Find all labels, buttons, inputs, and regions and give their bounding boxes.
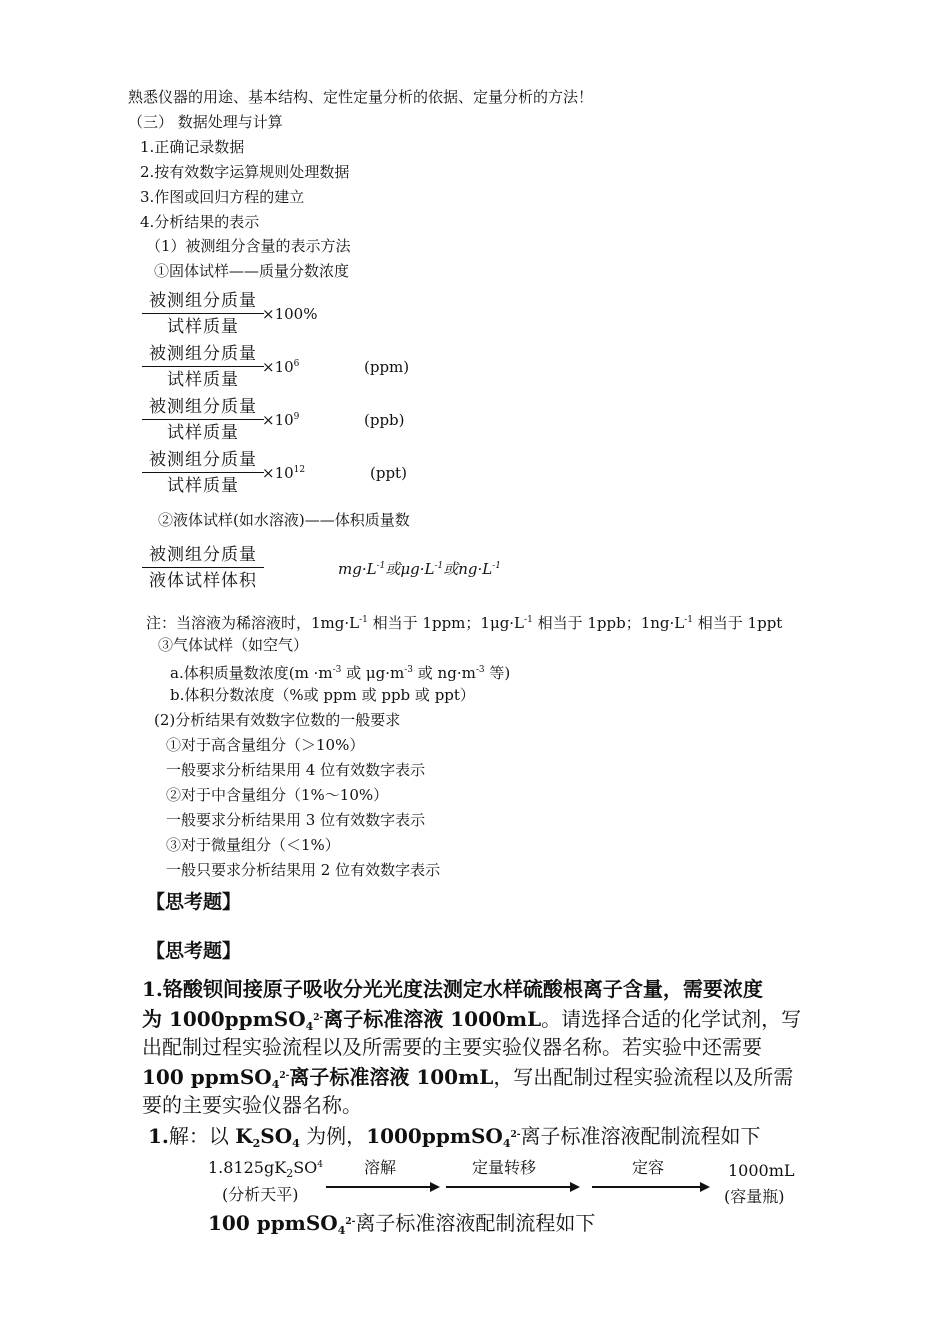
subsection-title: (2)分析结果有效数字位数的一般要求 xyxy=(154,711,401,729)
question-line: 100 ppmSO$_4^{2-}$离子标准溶液 100mL，写出配制过程实验流程以及所需 xyxy=(142,1065,794,1091)
answer-line: 1.解：以 $K_2SO_4$ 为例，1000ppmSO$_4^{2-}$离子标准溶液配制流程如下 xyxy=(148,1124,761,1150)
flow-arrow xyxy=(592,1186,708,1188)
fraction-ppm xyxy=(142,343,264,391)
question-line: 为 1000ppmSO$_4^{2-}$离子标准溶液 1000mL。请选择合适的化学试剂，写 xyxy=(142,1007,802,1033)
flow-end-volume: 1000mL xyxy=(728,1161,795,1180)
gas-item-b: b.体积分数浓度（%或 ppm 或 ppb 或 ppt） xyxy=(170,686,475,704)
note-line: 注：当溶液为稀溶液时，$1mg\cdot L^{-1}$ 相当于 1ppm；$1\mu g\cdot L^{-1}$ 相当于 1ppb；$1ng\cdot L^{-1}$ 相当于 1ppt xyxy=(146,614,783,632)
fraction-bar xyxy=(142,313,264,314)
flow-step-label: 溶解 xyxy=(364,1158,397,1177)
flow-step-label: 定容 xyxy=(632,1158,665,1177)
requirement-line: ②对于中含量组分（1%～10%） xyxy=(166,786,389,804)
fraction-denominator: 试样质量 xyxy=(167,476,239,496)
flow-step-label: 定量转移 xyxy=(472,1158,537,1177)
list-item: 3.作图或回归方程的建立 xyxy=(140,188,305,206)
requirement-line: 一般要求分析结果用 3 位有效数字表示 xyxy=(166,811,426,829)
fraction-bar xyxy=(142,472,264,473)
fraction-ppb xyxy=(142,396,264,444)
solid-sample-heading: ①固体试样——质量分数浓度 xyxy=(154,262,350,280)
gas-sample-heading: ③气体试样（如空气） xyxy=(158,636,309,654)
flow-arrow xyxy=(446,1186,578,1188)
question-line: 1.铬酸钡间接原子吸收分光光度法测定水样硫酸根离子含量，需要浓度 xyxy=(142,977,763,1001)
subsection-title: （1）被测组分含量的表示方法 xyxy=(146,237,351,255)
flow-end-note: (容量瓶) xyxy=(724,1187,785,1206)
fraction-numerator: 被测组分质量 xyxy=(149,397,257,417)
multiplier: $\times 10^6$ xyxy=(262,358,300,376)
unit-label: (ppt) xyxy=(370,464,407,482)
multiplier: $\times 10^{12}$ xyxy=(262,464,306,482)
fraction-numerator: 被测组分质量 xyxy=(149,545,257,565)
liquid-sample-heading: ②液体试样(如水溶液)——体积质量数 xyxy=(158,511,410,529)
flow-start-note: (分析天平) xyxy=(222,1185,299,1204)
fraction-liquid xyxy=(142,544,264,592)
fraction-numerator: 被测组分质量 xyxy=(149,344,257,364)
list-item: 1.正确记录数据 xyxy=(140,138,245,156)
multiplier: $\times 10^9$ xyxy=(262,411,300,429)
fraction-denominator: 试样质量 xyxy=(167,317,239,337)
fraction-denominator: 试样质量 xyxy=(167,370,239,390)
requirement-line: 一般要求分析结果用 4 位有效数字表示 xyxy=(166,761,426,779)
requirement-line: ①对于高含量组分（＞10%） xyxy=(166,736,365,754)
list-item: 2.按有效数字运算规则处理数据 xyxy=(140,163,350,181)
fraction-mass-percent xyxy=(142,290,264,338)
unit-label: (ppm) xyxy=(364,358,410,376)
fraction-numerator: 被测组分质量 xyxy=(149,291,257,311)
answer-line: 100 ppmSO$_4^{2-}$离子标准溶液配制流程如下 xyxy=(208,1211,596,1237)
fraction-ppt xyxy=(142,449,264,497)
liquid-units: $mg\cdot L^{-1}$或$\mu g\cdot L^{-1}$或$ng\cdot L^{-1}$ xyxy=(338,560,501,578)
requirement-line: ③对于微量组分（＜1%） xyxy=(166,836,340,854)
flow-arrow xyxy=(326,1186,438,1188)
fraction-bar xyxy=(142,567,264,568)
question-line: 出配制过程实验流程以及所需要的主要实验仪器名称。若实验中还需要 xyxy=(142,1035,762,1059)
think-heading: 【思考题】 xyxy=(146,891,242,913)
fraction-bar xyxy=(142,419,264,420)
think-heading: 【思考题】 xyxy=(146,940,242,962)
fraction-denominator: 液体试样体积 xyxy=(149,571,257,591)
list-item: 4.分析结果的表示 xyxy=(140,213,260,231)
fraction-numerator: 被测组分质量 xyxy=(149,450,257,470)
requirement-line: 一般只要求分析结果用 2 位有效数字表示 xyxy=(166,861,441,879)
fraction-bar xyxy=(142,366,264,367)
unit-label: (ppb) xyxy=(364,411,405,429)
section-title: （三） 数据处理与计算 xyxy=(128,113,283,131)
multiplier: ×100% xyxy=(262,305,318,323)
intro-line: 熟悉仪器的用途、基本结构、定性定量分析的依据、定量分析的方法！ xyxy=(128,88,594,106)
gas-item-a: a.体积质量数浓度($m \cdot m^{-3}$ 或 $\mu g\cdot m^{-3}$ 或 $ng\cdot m^{-3}$ 等) xyxy=(170,664,511,682)
fraction-denominator: 试样质量 xyxy=(167,423,239,443)
flow-start-mass: $1.8125gK_2SO^4$ xyxy=(208,1158,323,1180)
question-line: 要的主要实验仪器名称。 xyxy=(142,1093,362,1117)
